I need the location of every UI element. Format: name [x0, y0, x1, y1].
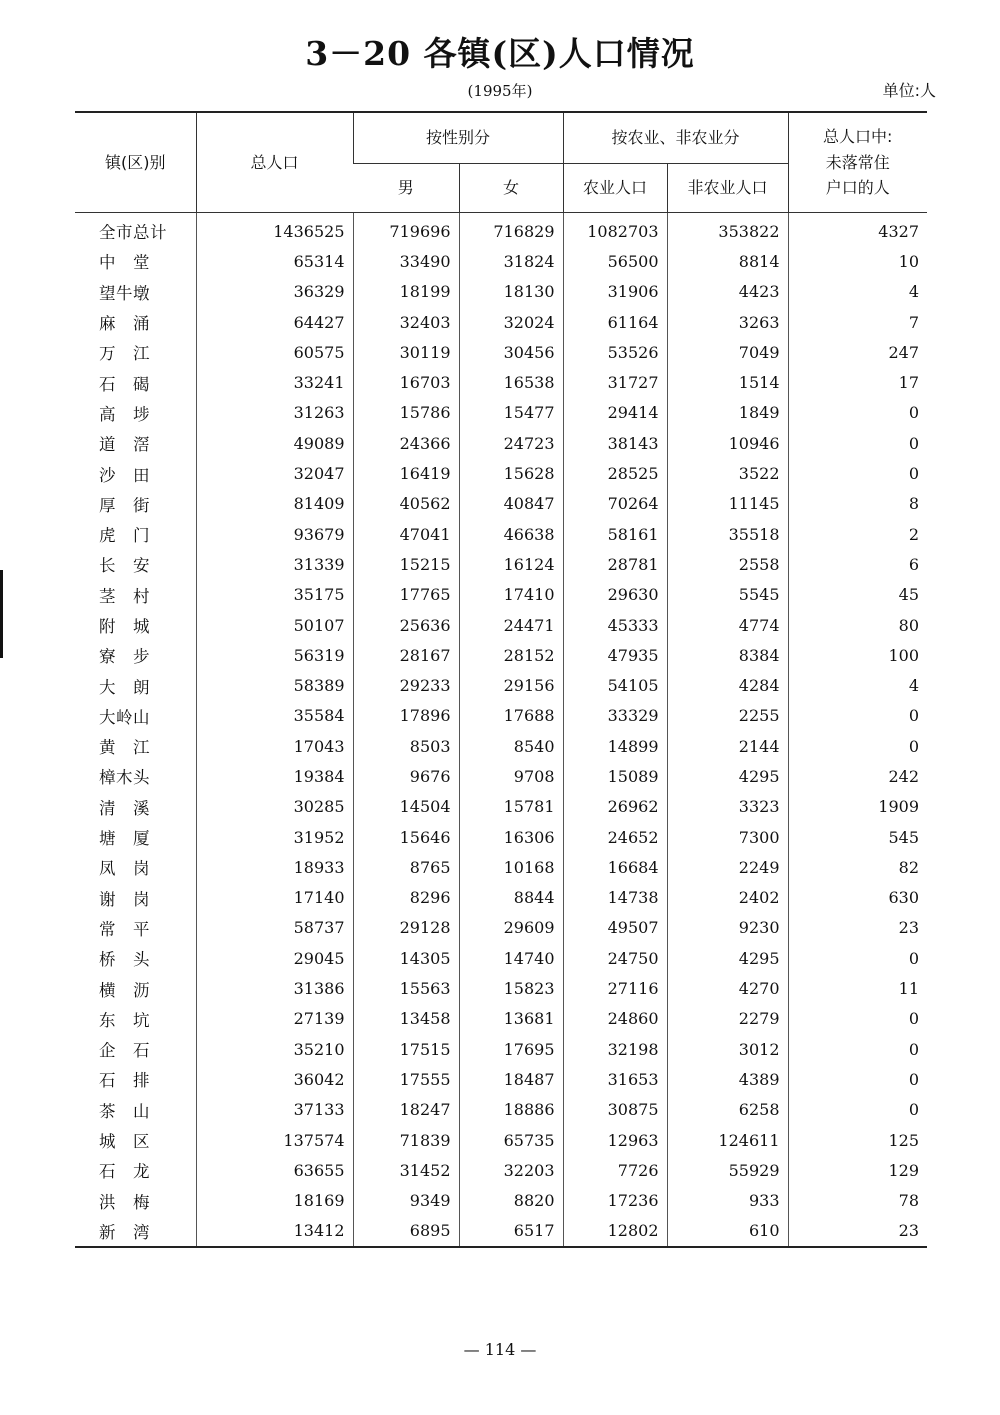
value-cell: 82: [788, 852, 927, 882]
value-cell: 46638: [459, 519, 563, 549]
value-cell: 15786: [353, 398, 459, 428]
table-row: [75, 913, 927, 943]
value-cell: 4: [788, 277, 927, 307]
table-row: [75, 1034, 927, 1064]
value-cell: 6517: [459, 1216, 563, 1247]
value-cell: 19384: [196, 761, 353, 791]
population-table: [75, 111, 927, 1248]
value-cell: 17043: [196, 731, 353, 761]
value-cell: 1514: [667, 367, 788, 397]
value-cell: 9708: [459, 761, 563, 791]
table-row: [75, 1155, 927, 1185]
region-name-cell: 清 溪: [99, 798, 150, 818]
region-name-cell: 大 朗: [99, 677, 150, 697]
region-name-cell: 常 平: [99, 919, 150, 939]
value-cell: 25636: [353, 610, 459, 640]
region-name-cell: 横 沥: [99, 980, 150, 1000]
header-nonagri: 非农业人口: [667, 164, 788, 213]
table-row: [75, 519, 927, 549]
value-cell: 8: [788, 489, 927, 519]
value-cell: 30875: [563, 1095, 667, 1125]
region-name-cell: 麻 涌: [99, 314, 150, 334]
header-unsettled-line2: 未落常住: [825, 152, 890, 172]
table-row: [75, 1004, 927, 1034]
value-cell: 54105: [563, 670, 667, 700]
region-name-cell: 新 湾: [75, 1216, 196, 1247]
value-cell: 78: [788, 1186, 927, 1216]
value-cell: 17515: [353, 1034, 459, 1064]
value-cell: 24860: [563, 1004, 667, 1034]
value-cell: 32047: [196, 458, 353, 488]
value-cell: 15781: [459, 792, 563, 822]
table-row: [75, 1125, 927, 1155]
header-male: 男: [353, 164, 459, 213]
value-cell: 2402: [667, 883, 788, 913]
value-cell: 17695: [459, 1034, 563, 1064]
value-cell: 9349: [353, 1186, 459, 1216]
value-cell: 8296: [353, 883, 459, 913]
value-cell: 64427: [196, 307, 353, 337]
value-cell: 17555: [353, 1064, 459, 1094]
value-cell: 47041: [353, 519, 459, 549]
value-cell: 31452: [353, 1155, 459, 1185]
value-cell: 80: [788, 610, 927, 640]
value-cell: 7049: [667, 337, 788, 367]
table-row: [75, 973, 927, 1003]
region-name-cell: 长 安: [99, 556, 150, 576]
value-cell: 933: [667, 1186, 788, 1216]
value-cell: 14899: [563, 731, 667, 761]
value-cell: 18199: [353, 277, 459, 307]
value-cell: 2144: [667, 731, 788, 761]
value-cell: 18487: [459, 1064, 563, 1094]
value-cell: 29128: [353, 913, 459, 943]
value-cell: 0: [788, 1004, 927, 1034]
value-cell: 3012: [667, 1034, 788, 1064]
value-cell: 0: [788, 458, 927, 488]
value-cell: 0: [788, 943, 927, 973]
region-name-cell: 望牛墩: [99, 283, 150, 303]
table-row: [75, 277, 927, 307]
value-cell: 14305: [353, 943, 459, 973]
header-region: 镇(区)别: [75, 112, 196, 213]
value-cell: 53526: [563, 337, 667, 367]
value-cell: 1849: [667, 398, 788, 428]
region-name-cell: 茶 山: [99, 1101, 150, 1121]
value-cell: 124611: [667, 1125, 788, 1155]
value-cell: 65735: [459, 1125, 563, 1155]
value-cell: 49089: [196, 428, 353, 458]
value-cell: 70264: [563, 489, 667, 519]
value-cell: 17410: [459, 580, 563, 610]
value-cell: 58737: [196, 913, 353, 943]
value-cell: 56319: [196, 640, 353, 670]
value-cell: 61164: [563, 307, 667, 337]
year-subtitle: (1995年): [467, 82, 533, 100]
region-name-cell: 大岭山: [99, 707, 150, 727]
value-cell: 13458: [353, 1004, 459, 1034]
region-name-cell: 城 区: [99, 1132, 150, 1152]
table-row: [75, 246, 927, 276]
value-cell: 16419: [353, 458, 459, 488]
value-cell: 28152: [459, 640, 563, 670]
value-cell: 33241: [196, 367, 353, 397]
value-cell: 1436525: [196, 213, 353, 247]
value-cell: 11: [788, 973, 927, 1003]
value-cell: 17765: [353, 580, 459, 610]
value-cell: 2255: [667, 701, 788, 731]
region-name-cell: 附 城: [99, 617, 150, 636]
header-unsettled-line1: 总人口中:: [823, 127, 893, 147]
value-cell: 31386: [196, 973, 353, 1003]
value-cell: 32203: [459, 1155, 563, 1185]
value-cell: 26962: [563, 792, 667, 822]
value-cell: 4327: [788, 213, 927, 247]
value-cell: 716829: [459, 213, 563, 247]
value-cell: 2558: [667, 549, 788, 579]
value-cell: 129: [788, 1155, 927, 1185]
value-cell: 8814: [667, 246, 788, 276]
value-cell: 15823: [459, 973, 563, 1003]
value-cell: 15089: [563, 761, 667, 791]
value-cell: 29414: [563, 398, 667, 428]
value-cell: 7726: [563, 1155, 667, 1185]
value-cell: 0: [788, 1095, 927, 1125]
value-cell: 15628: [459, 458, 563, 488]
value-cell: 8844: [459, 883, 563, 913]
value-cell: 3522: [667, 458, 788, 488]
value-cell: 3323: [667, 792, 788, 822]
page-number: — 114 —: [463, 1340, 537, 1359]
value-cell: 2: [788, 519, 927, 549]
value-cell: 24471: [459, 610, 563, 640]
value-cell: 5545: [667, 580, 788, 610]
value-cell: 40562: [353, 489, 459, 519]
value-cell: 24652: [563, 822, 667, 852]
region-name-cell: 洪 梅: [99, 1192, 150, 1212]
value-cell: 29233: [353, 670, 459, 700]
region-name-cell: 寮 步: [99, 647, 150, 667]
table-row: [75, 670, 927, 700]
table-row: [75, 731, 927, 761]
value-cell: 56500: [563, 246, 667, 276]
table-row: [75, 761, 927, 791]
value-cell: 4295: [667, 943, 788, 973]
table-row: [75, 792, 927, 822]
region-name-cell: 石 碣: [99, 374, 150, 394]
value-cell: 6258: [667, 1095, 788, 1125]
header-by-agri: 按农业、非农业分: [563, 112, 788, 164]
header-total: 总人口: [196, 112, 353, 213]
value-cell: 4284: [667, 670, 788, 700]
value-cell: 4389: [667, 1064, 788, 1094]
value-cell: 29630: [563, 580, 667, 610]
value-cell: 38143: [563, 428, 667, 458]
region-name-cell: 企 石: [99, 1041, 150, 1061]
header-unsettled: [788, 112, 927, 213]
value-cell: 14740: [459, 943, 563, 973]
value-cell: 0: [788, 1034, 927, 1064]
value-cell: 24366: [353, 428, 459, 458]
value-cell: 10946: [667, 428, 788, 458]
value-cell: 24750: [563, 943, 667, 973]
value-cell: 93679: [196, 519, 353, 549]
value-cell: 29156: [459, 670, 563, 700]
region-name-cell: 桥 头: [99, 950, 150, 970]
value-cell: 60575: [196, 337, 353, 367]
value-cell: 31824: [459, 246, 563, 276]
value-cell: 6895: [353, 1216, 459, 1247]
value-cell: 8765: [353, 852, 459, 882]
table-row: [75, 489, 927, 519]
value-cell: 18247: [353, 1095, 459, 1125]
region-name-cell: 沙 田: [99, 465, 150, 485]
value-cell: 7: [788, 307, 927, 337]
value-cell: 0: [788, 701, 927, 731]
value-cell: 242: [788, 761, 927, 791]
value-cell: 63655: [196, 1155, 353, 1185]
table-body: [75, 213, 927, 1248]
region-name-cell: 东 坑: [99, 1010, 150, 1030]
value-cell: 28167: [353, 640, 459, 670]
table-row: [75, 822, 927, 852]
value-cell: 35175: [196, 580, 353, 610]
margin-mark: [0, 570, 3, 658]
value-cell: 28781: [563, 549, 667, 579]
value-cell: 37133: [196, 1095, 353, 1125]
table-row: [75, 367, 927, 397]
value-cell: 1082703: [563, 213, 667, 247]
value-cell: 31906: [563, 277, 667, 307]
value-cell: 0: [788, 428, 927, 458]
value-cell: 4774: [667, 610, 788, 640]
value-cell: 16703: [353, 367, 459, 397]
table-row: [75, 1216, 927, 1247]
value-cell: 125: [788, 1125, 927, 1155]
value-cell: 3263: [667, 307, 788, 337]
value-cell: 353822: [667, 213, 788, 247]
region-name-cell: 厚 街: [99, 495, 150, 515]
value-cell: 2249: [667, 852, 788, 882]
value-cell: 545: [788, 822, 927, 852]
table-row: [75, 701, 927, 731]
value-cell: 15563: [353, 973, 459, 1003]
table-row: [75, 1186, 927, 1216]
value-cell: 23: [788, 1216, 927, 1247]
value-cell: 27116: [563, 973, 667, 1003]
value-cell: 18933: [196, 852, 353, 882]
value-cell: 55929: [667, 1155, 788, 1185]
value-cell: 45: [788, 580, 927, 610]
value-cell: 0: [788, 1064, 927, 1094]
region-name-cell: 全市总计: [99, 223, 167, 243]
value-cell: 17896: [353, 701, 459, 731]
value-cell: 31653: [563, 1064, 667, 1094]
value-cell: 16306: [459, 822, 563, 852]
table-row: [75, 549, 927, 579]
value-cell: 17140: [196, 883, 353, 913]
value-cell: 65314: [196, 246, 353, 276]
table-row: [75, 337, 927, 367]
value-cell: 24723: [459, 428, 563, 458]
table-row: [75, 610, 927, 640]
value-cell: 58161: [563, 519, 667, 549]
value-cell: 719696: [353, 213, 459, 247]
region-name-cell: 塘 厦: [99, 829, 150, 849]
region-name-cell: 黄 江: [99, 738, 150, 758]
table-row: [75, 428, 927, 458]
value-cell: 17688: [459, 701, 563, 731]
table-row: [75, 883, 927, 913]
value-cell: 45333: [563, 610, 667, 640]
value-cell: 58389: [196, 670, 353, 700]
value-cell: 10: [788, 246, 927, 276]
value-cell: 33490: [353, 246, 459, 276]
value-cell: 29045: [196, 943, 353, 973]
region-name-cell: 虎 门: [99, 526, 150, 546]
value-cell: 35210: [196, 1034, 353, 1064]
value-cell: 50107: [196, 610, 353, 640]
value-cell: 81409: [196, 489, 353, 519]
value-cell: 4: [788, 670, 927, 700]
value-cell: 610: [667, 1216, 788, 1247]
region-name-cell: 万 江: [99, 344, 150, 364]
header-agri: 农业人口: [563, 164, 667, 213]
value-cell: 30119: [353, 337, 459, 367]
region-name-cell: 石 排: [99, 1071, 150, 1091]
value-cell: 15477: [459, 398, 563, 428]
value-cell: 35518: [667, 519, 788, 549]
value-cell: 40847: [459, 489, 563, 519]
value-cell: 247: [788, 337, 927, 367]
value-cell: 18130: [459, 277, 563, 307]
unit-label: 单位:人: [882, 81, 936, 100]
value-cell: 23: [788, 913, 927, 943]
value-cell: 8503: [353, 731, 459, 761]
table-row: [75, 640, 927, 670]
region-name-cell: 高 埗: [99, 404, 150, 424]
value-cell: 8384: [667, 640, 788, 670]
value-cell: 8820: [459, 1186, 563, 1216]
value-cell: 33329: [563, 701, 667, 731]
header-female: 女: [459, 164, 563, 213]
value-cell: 12963: [563, 1125, 667, 1155]
value-cell: 14504: [353, 792, 459, 822]
page-title: 3－20 各镇(区)人口情况: [305, 34, 695, 73]
value-cell: 30285: [196, 792, 353, 822]
value-cell: 31727: [563, 367, 667, 397]
table-row: [75, 213, 927, 247]
value-cell: 4270: [667, 973, 788, 1003]
value-cell: 9230: [667, 913, 788, 943]
value-cell: 7300: [667, 822, 788, 852]
region-name-cell: 茎 村: [99, 586, 150, 606]
value-cell: 16684: [563, 852, 667, 882]
value-cell: 10168: [459, 852, 563, 882]
value-cell: 31339: [196, 549, 353, 579]
table-row: [75, 398, 927, 428]
value-cell: 15646: [353, 822, 459, 852]
value-cell: 17: [788, 367, 927, 397]
table-row: [75, 1095, 927, 1125]
value-cell: 0: [788, 731, 927, 761]
region-name-cell: 道 滘: [99, 435, 150, 455]
value-cell: 32024: [459, 307, 563, 337]
value-cell: 4295: [667, 761, 788, 791]
table-row: [75, 458, 927, 488]
value-cell: 6: [788, 549, 927, 579]
value-cell: 11145: [667, 489, 788, 519]
value-cell: 32198: [563, 1034, 667, 1064]
value-cell: 9676: [353, 761, 459, 791]
value-cell: 31263: [196, 398, 353, 428]
value-cell: 1909: [788, 792, 927, 822]
region-name-cell: 谢 岗: [99, 889, 150, 909]
value-cell: 47935: [563, 640, 667, 670]
value-cell: 16124: [459, 549, 563, 579]
value-cell: 12802: [563, 1216, 667, 1247]
value-cell: 4423: [667, 277, 788, 307]
value-cell: 137574: [196, 1125, 353, 1155]
value-cell: 29609: [459, 913, 563, 943]
value-cell: 49507: [563, 913, 667, 943]
value-cell: 32403: [353, 307, 459, 337]
value-cell: 35584: [196, 701, 353, 731]
region-name-cell: 凤 岗: [99, 859, 150, 879]
value-cell: 0: [788, 398, 927, 428]
table-row: [75, 1064, 927, 1094]
value-cell: 36329: [196, 277, 353, 307]
value-cell: 31952: [196, 822, 353, 852]
region-name-cell: 中 堂: [99, 253, 150, 273]
value-cell: 17236: [563, 1186, 667, 1216]
value-cell: 630: [788, 883, 927, 913]
value-cell: 14738: [563, 883, 667, 913]
table-row: [75, 307, 927, 337]
value-cell: 13412: [196, 1216, 353, 1247]
value-cell: 36042: [196, 1064, 353, 1094]
value-cell: 27139: [196, 1004, 353, 1034]
value-cell: 2279: [667, 1004, 788, 1034]
value-cell: 8540: [459, 731, 563, 761]
value-cell: 13681: [459, 1004, 563, 1034]
region-name-cell: 樟木头: [99, 768, 150, 788]
value-cell: 100: [788, 640, 927, 670]
value-cell: 30456: [459, 337, 563, 367]
value-cell: 16538: [459, 367, 563, 397]
value-cell: 18169: [196, 1186, 353, 1216]
table-row: [75, 943, 927, 973]
value-cell: 28525: [563, 458, 667, 488]
value-cell: 71839: [353, 1125, 459, 1155]
header-unsettled-line3: 户口的人: [825, 178, 890, 198]
value-cell: 18886: [459, 1095, 563, 1125]
region-name-cell: 石 龙: [99, 1162, 150, 1182]
table-row: [75, 580, 927, 610]
table-row: [75, 852, 927, 882]
header-by-sex: 按性别分: [353, 112, 563, 164]
value-cell: 15215: [353, 549, 459, 579]
